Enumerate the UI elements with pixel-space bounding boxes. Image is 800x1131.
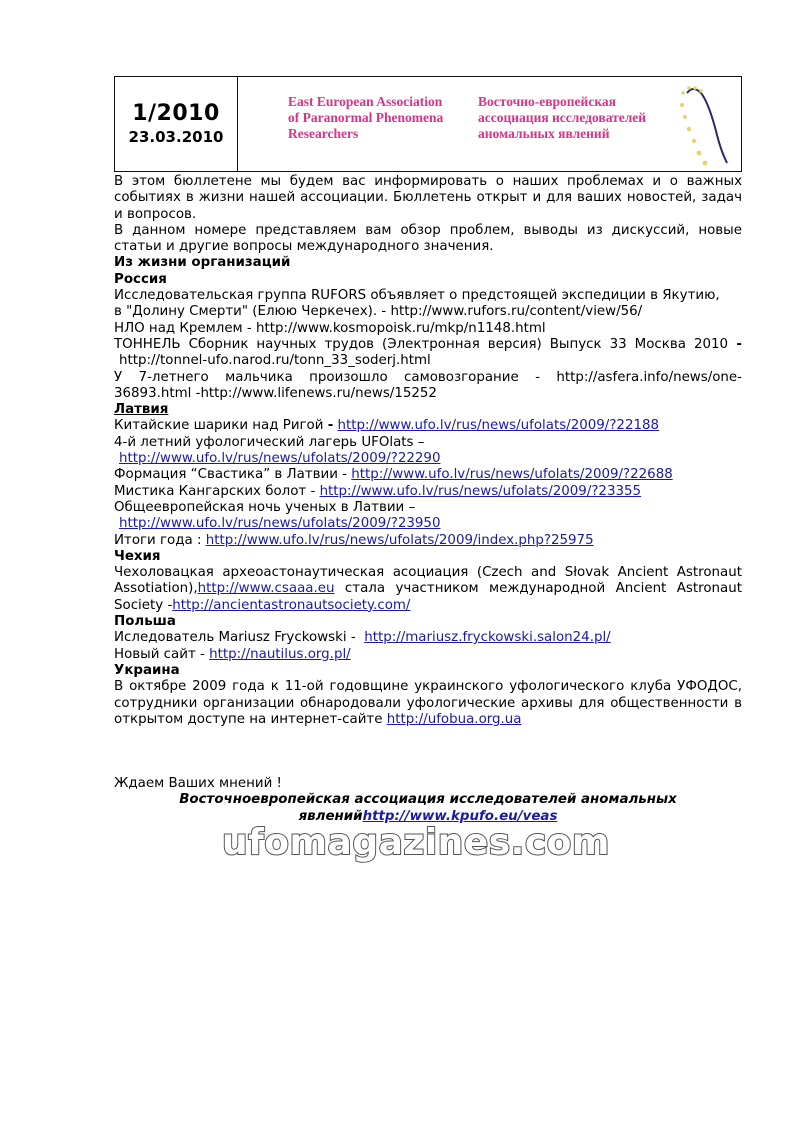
- czech-heading: Чехия: [114, 548, 161, 564]
- csaaa-link[interactable]: http://www.csaaa.eu: [197, 581, 335, 597]
- czech-text-middle: стала участником международной Ancient Astronaut Society -: [114, 581, 742, 613]
- latvia-item-3-link[interactable]: http://www.ufo.lv/rus/news/ufolats/2009/?22688: [351, 467, 673, 483]
- russia-item-4-line-2: 36893.html -http://www.lifenews.ru/news/15252: [114, 385, 437, 401]
- latvia-item-6: [114, 533, 742, 549]
- spacer: [114, 728, 742, 776]
- russia-item-1-line-2: в "Долину Смерти" (Елюю Черкечех). - http://www.rufors.ru/content/view/56/: [114, 304, 643, 320]
- latvia-item-5-link[interactable]: http://www.ufo.lv/rus/news/ufolats/2009/?23950: [119, 516, 441, 532]
- latvia-item-6-link[interactable]: http://www.ufo.lv/rus/news/ufolats/2009/index.php?25975: [205, 532, 594, 548]
- poland-item-2-text: Новый сайт -: [114, 646, 210, 662]
- signature-text: Восточноевропейская ассоциация исследователей аномальных явлений: [179, 792, 677, 824]
- ukraine-heading: Украина: [114, 662, 180, 678]
- signature: [114, 792, 742, 825]
- issue-number: 1/2010: [132, 101, 220, 126]
- russia-item-4-line-1: У 7-летнего мальчика произошло самовозгорание - http://asfera.info/news/one-: [114, 369, 742, 385]
- banner-cell: [238, 77, 741, 171]
- latvia-item-1-link[interactable]: http://www.ufo.lv/rus/news/ufolats/2009/?22188: [337, 418, 660, 434]
- nautilus-link[interactable]: http://nautilus.org.pl/: [209, 646, 351, 662]
- russia-item-3-text: ТОННЕЛЬ Сборник научных трудов (Электронная версия) Выпуск 33 Москва 2010: [114, 336, 729, 352]
- org-name-en: East European Association of Paranormal Phenomena Researchers: [288, 94, 444, 141]
- kpufo-link[interactable]: http://www.kpufo.eu/veas: [362, 808, 558, 824]
- issue-cell: [115, 77, 238, 171]
- issue-date: 23.03.2010: [128, 128, 224, 146]
- poland-heading: Польша: [114, 614, 176, 630]
- latvia-item-4-link[interactable]: http://www.ufo.lv/rus/news/ufolats/2009/?23355: [319, 483, 642, 499]
- section-title: Из жизни организаций: [114, 255, 291, 271]
- latvia-item-5: [114, 516, 742, 532]
- latvia-item-2-link[interactable]: http://www.ufo.lv/rus/news/ufolats/2009/?22290: [119, 451, 441, 467]
- russia-heading: Россия: [114, 271, 167, 287]
- intro-paragraph-1: В этом бюллетене мы будем вас информировать о наших проблемах и о важных событиях в жизни нашей ассоциации. Бюллетень открыт и для ваших новостей, задач и вопросов.: [114, 174, 742, 222]
- poland-item-1-text: Иследователь Mariusz Fryckowski -: [114, 630, 365, 646]
- russia-item-3-line-2: http://tonnel-ufo.narod.ru/tonn_33_soderj.html: [119, 353, 431, 369]
- russia-item-3-line-1: [114, 337, 742, 353]
- russia-item-2: НЛО над Кремлем - http://www.kosmopoisk.ru/mkp/n1148.html: [114, 320, 546, 336]
- poland-item-2: [114, 647, 742, 663]
- latvia-item-2: [114, 451, 742, 467]
- latvia-item-1-dash: -: [327, 418, 334, 434]
- latvia-item-6-text: Итоги года :: [114, 532, 206, 548]
- latvia-item-4: [114, 484, 742, 500]
- ukraine-paragraph: [114, 679, 742, 728]
- comet-logo-icon: [673, 83, 733, 167]
- fryckowski-link[interactable]: http://mariusz.fryckowski.salon24.pl/: [364, 630, 611, 646]
- watermark: ufomagazines.com: [222, 822, 610, 863]
- czech-text-before: Чехоловацкая археоастонаутическая асоциация (Czech and Słovak Ancient Astronaut Assotiation),: [114, 565, 742, 597]
- bulletin-page: [114, 76, 742, 825]
- ancient-astronaut-society-link[interactable]: http://ancientastronautsociety.com/: [172, 597, 411, 613]
- poland-item-1: [114, 630, 742, 646]
- header-box: [114, 76, 742, 172]
- intro-paragraph-2: В данном номере представляем вам обзор проблем, выводы из дискуссий, новые статьи и другие вопросы международного значения.: [114, 222, 742, 255]
- latvia-item-3-text: Формация “Свастика” в Латвии -: [114, 467, 352, 483]
- russia-item-3-dash: -: [728, 336, 742, 352]
- latvia-item-1: [114, 418, 742, 434]
- latvia-item-4-text: Мистика Кангарских болот -: [114, 483, 320, 499]
- russia-item-1-line-1: Исследовательская группа RUFORS объявляет о предстоящей экспедиции в Якутию,: [114, 288, 720, 304]
- closing-text: Ждаем Ваших мнений !: [114, 776, 282, 792]
- latvia-item-3: [114, 467, 742, 483]
- czech-paragraph: [114, 565, 742, 614]
- ufobua-link[interactable]: http://ufobua.org.ua: [386, 711, 522, 727]
- bulletin-body: [114, 174, 742, 825]
- ukraine-text: В октябре 2009 года к 11-ой годовщине украинского уфологического клуба УФОДОС, сотрудники организации обнародовали уфологические архивы для общественности в открытом доступе на интернет-сайте: [114, 679, 742, 727]
- latvia-item-2-text: 4-й летний уфологический лагерь UFOlats –: [114, 434, 425, 450]
- latvia-heading: Латвия: [114, 402, 169, 418]
- latvia-item-1-text: Китайские шарики над Ригой: [114, 418, 328, 434]
- latvia-item-5-text: Общеевропейская ночь ученых в Латвии –: [114, 499, 416, 515]
- org-name-ru: Восточно-европейская ассоциация исследователей аномальных явлений: [478, 94, 647, 141]
